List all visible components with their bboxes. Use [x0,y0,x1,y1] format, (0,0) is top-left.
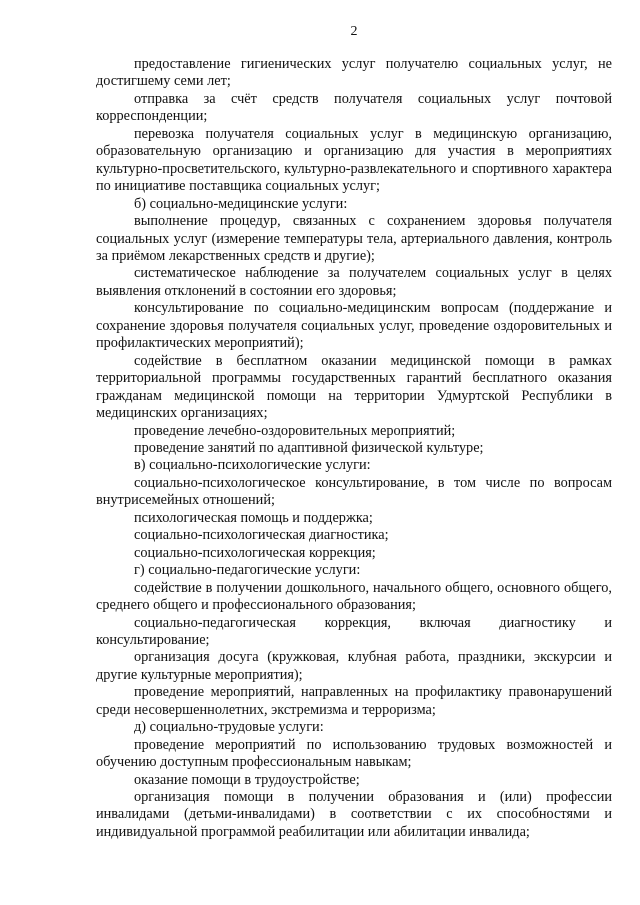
section-heading-social-psychological: в) социально-психологические услуги: [134,457,371,474]
paragraph-pedagogical-correction: социально-педагогическая коррекция, включая диагностику и консультирование; [96,614,612,648]
document-page [96,0,612,905]
paragraph-health-improvement: проведение лечебно-оздоровительных мероприятий; [134,422,456,439]
paragraph-health-monitoring: систематическое наблюдение за получателем социальных услуг в целях выявления отклонений в состоянии его здоровья; [96,265,612,299]
paragraph-education-assistance: содействие в получении дошкольного, начального общего, основного общего, среднего общего и профессионального образования; [96,579,612,614]
paragraph-psychological-diagnostics: социально-психологическая диагностика; [134,527,389,544]
paragraph-disabled-education: организация помощи в получении образования и (или) профессии инвалидами (детьми-инвалидами) в соответствии с их способностями и индивидуальной программой реабилитации или абилитации инвалида; [96,789,612,840]
paragraph-labor-capabilities: проведение мероприятий по использованию трудовых возможностей и обучению доступным профессиональным навыкам; [96,736,612,771]
paragraph-free-medical-care: содействие в бесплатном оказании медицинской помощи в рамках территориальной программы государственных гарантий бесплатного оказания гражданам медицинской помощи на территории Удмуртской Республики в медицинских организациях; [96,352,612,422]
paragraph-psychological-consulting: социально-психологическое консультирование, в том числе по вопросам внутрисемейных отношений; [96,474,612,509]
paragraph-offense-prevention: проведение мероприятий, направленных на профилактику правонарушений среди несовершеннолетних, экстремизма и терроризма; [96,684,612,718]
paragraph-employment-assistance: оказание помощи в трудоустройстве; [134,771,360,788]
document-body [96,56,612,841]
paragraph-adaptive-physical-culture: проведение занятий по адаптивной физической культуре; [134,439,484,456]
paragraph-psychological-support: психологическая помощь и поддержка; [134,509,373,526]
paragraph-transportation: перевозка получателя социальных услуг в медицинскую организацию, образовательную организацию и организацию для участия в мероприятиях культурно-просветительского, культурно-развлекательного и спортивного характера по инициативе поставщика социальных услуг; [96,125,612,195]
paragraph-hygiene-services: предоставление гигиенических услуг получателю социальных услуг, не достигшему семи лет; [96,56,612,90]
paragraph-psychological-correction: социально-психологическая коррекция; [134,544,376,561]
section-heading-social-medical: б) социально-медицинские услуги: [134,195,348,212]
section-heading-social-labor: д) социально-трудовые услуги: [134,719,324,736]
page-number: 2 [350,24,358,39]
paragraph-postal-correspondence: отправка за счёт средств получателя социальных услуг почтовой корреспонденции; [96,90,612,125]
paragraph-medical-consulting: консультирование по социально-медицинским вопросам (поддержание и сохранение здоровья получателя социальных услуг, проведение оздоровительных и профилактических мероприятий); [96,300,612,352]
paragraph-health-procedures: выполнение процедур, связанных с сохранением здоровья получателя социальных услуг (измерение температуры тела, артериального давления, контроль за приёмом лекарственных средств и другие); [96,213,612,264]
paragraph-leisure-organization: организация досуга (кружковая, клубная работа, праздники, экскурсии и другие культурные мероприятия); [96,649,612,683]
section-heading-social-pedagogical: г) социально-педагогические услуги: [134,562,361,579]
